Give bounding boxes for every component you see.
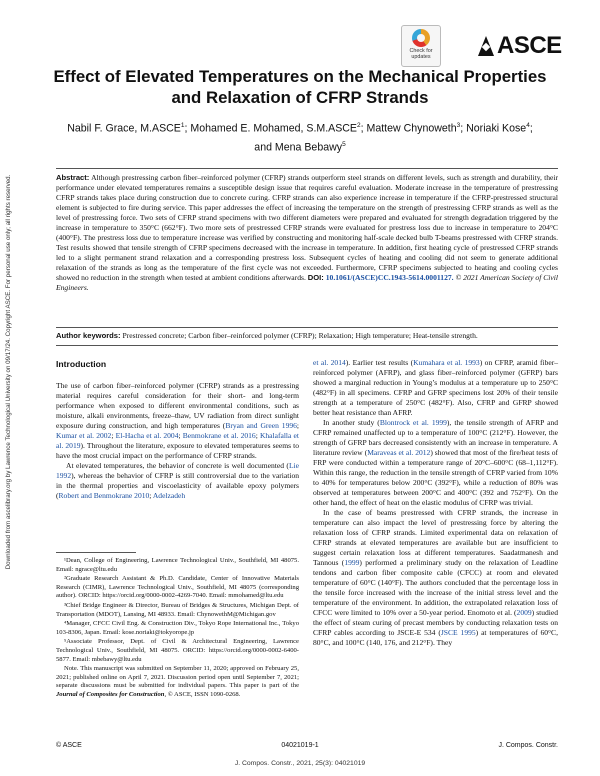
asce-triangle-icon [478,36,494,56]
citation-link[interactable]: Kumar et al. 2002 [56,431,112,440]
footnote-1: ¹Dean, College of Engineering, Lawrence Technological Univ., Southfield, MI 48075. Email: ngrace@ltu.edu [56,557,299,573]
footnotes [56,557,299,701]
citation-link[interactable]: Blontrock et al. 1999 [379,418,447,427]
author-name: Mohamed E. Mohamed, S.M.ASCE [190,122,357,135]
doi-label: DOI: [307,273,324,282]
citation-link[interactable]: Khalafalla et al. 2019 [56,431,299,450]
citation-link[interactable]: Lie 1992 [56,461,299,480]
abstract [56,173,558,293]
footer-copyright: © ASCE [56,742,82,749]
author-affiliation-mark: 5 [342,140,346,148]
paragraph-text: ; [178,431,183,440]
intro-paragraph-4 [313,418,558,508]
note-pre: Note. This manuscript was submitted on September 11, 2020; approved on February 25, 2021; published online on April 7, 2021. Discussion period open until September 7, 2021; separate discussions must be submitted for individual papers. This paper is part of the [56,665,299,690]
footer-citation: J. Compos. Constr., 2021, 25(3): 04021019 [234,760,366,767]
paragraph-text: ) performed a preliminary study on the relaxation of Leadline tendons and carbon fiber composite cable (CFCC) at room and elevated temperature of 60°C (140°F). The authors concluded that the percentage loss in the tensile force increased with the increase of the initial stress level and the temperature of the environment. In addition, the extrapolated relaxation loss of CFCC were limited to 10% over a 50-year period. Enomoto et al. ( [313,558,558,617]
keywords-bottom-rule [56,345,558,346]
author-separator: ; [529,122,533,135]
paper-title: Effect of Elevated Temperatures on the Mechanical Properties and Relaxation of CFRP Strands [53,67,547,107]
abstract-label: Abstract: [56,173,90,182]
citation-link[interactable]: Bryan and Green 1996 [225,421,297,430]
journal-name: Journal of Composites for Construction [56,690,165,698]
citation-link[interactable]: Maraveas et al. 2012 [367,448,431,457]
left-column [56,381,299,501]
author-separator: ; [184,122,191,135]
paragraph-text: ) on CFRP, aramid fiber–reinforced polymer (AFRP), and glass fiber–reinforced polymer (GFRP) bars showed a marginal reduction in Young’s modulus at a temperature up to 250°C (482°F) in all specimens. CFRP and GFRP specimens lost 20% of their tensile strength at a temperature of 250°C (482°F). Also, CFRP and GFRP showed better heat resistance than AFRP. [313,358,558,417]
paragraph-text: ) at temperatures of 60°C, 80°C, and 100°C (140, 176, and 212°F). They [313,628,558,647]
paragraph-text: ), the tensile strength of AFRP and CFRP remained unaffected up to a temperature of 100°C (212°F). However, the strength of GFRP bars decreased consistently with an increase in temperature. A literature review ( [313,418,558,457]
intro-paragraph-1 [56,381,299,461]
author-name: Noriaki Kose [466,122,527,135]
author-separator: ; [360,122,367,135]
paragraph-text: The use of carbon fiber–reinforced polymer (CFRP) strands as a prestressing material requires careful consideration for their short- and long-term performance when exposed to different environmental conditions, such as moisture, alkali environments, freeze–thaw, UV radiation from direct sunlight exposure during construction, and high temperatures ( [56,381,299,430]
author-name: Mattew Chynoweth [366,122,457,135]
paragraph-text: ; [149,491,153,500]
paragraph-text: At elevated temperatures, the behavior of concrete is well documented ( [66,461,289,470]
citation-link[interactable]: Adelzadeh [152,491,186,500]
citation-link[interactable]: Kumahara et al. 1993 [413,358,480,367]
author-affiliation-mark: 4 [526,122,530,129]
paragraph-text: ; [296,421,299,430]
citation-link[interactable]: Benmokrane et al. 2016 [182,431,256,440]
abstract-text: Although prestressing carbon fiber–reinforced polymer (CFRP) strands outperform steel strands on different levels, such as strength and durability, their performance under elevated temperatures remains a susceptible design issue that requires careful evaluation. Moderate increase in the temperature of prestressing CFRP strands takes place during construction due to concrete curing. CFRP strands can also experience increase in temperature if the CFRP-prestressed structural element is subjected to fire during service. This paper addresses the effect of increasing the temperature on the strength of prestressing CFRP strands as well as the level of prestressing force. Two sets of CFRP strand specimens with two different diameters were prepared and evaluated for strength degradation triggered by the increase in temperature to 350°C (662°F). Two more sets of prestressed CFRP strands were evaluated for prestress loss due to increase in temperature to 204°C (400°F). The prestress loss due to temperature increase was verified by constructing and monitoring half-scale decked bulb T-beams prestressed with CFRP strands. Test results showed that tensile strength of CFRP specimens decreased with the increase in temperature. In addition, first heating cycle of prestressed CFRP strands led to a slight permanent strand relaxation and a corresponding prestress loss. Subsequent cycles of heating and cooling did not seem to generate additional relaxation of the strands as long as the temperature of the first cycle was not exceeded. Furthermore, CFRP specimens subjected to heating and cooling cycles showed no reduction in the strength when tested at ambient conditions afterwards. [56,173,558,282]
badge-line1: Check for [409,48,433,54]
intro-paragraph-5 [313,508,558,648]
paragraph-text: In the case of beams prestressed with CFRP strands, the increase in temperature can also impact the level of prestressing force by altering the relaxation loss of CFRP strands. Limited experimental data on relaxation of CFRP strands at elevated temperatures are available but are insufficient to suggest certain relaxation loss at different temperatures. Saadatmanesh and Tannous ( [313,508,558,567]
paragraph-text: ) studied the effect of steam curing of precast members by conducting relaxation tests on CFRP cables according to JSCE-E 534 ( [313,608,559,637]
footnote-5: ⁵Associate Professor, Dept. of Civil & Architectural Engineering, Lawrence Technological Univ., Southfield, MI 48075. ORCID: https://orcid.org/0000-0002-6400-5877. Email: mbebawy@ltu.edu [56,638,299,663]
note-post: , © ASCE, ISSN 1090-0268. [164,690,241,698]
paragraph-text: ; [255,431,260,440]
section-heading-introduction: Introduction [56,359,107,369]
citation-link[interactable]: et al. 2014 [313,358,346,367]
citation-link[interactable]: 2009 [516,608,532,617]
intro-paragraph-2 [56,461,299,501]
citation-link[interactable]: JSCE 1995 [440,628,476,637]
paragraph-text: ). Throughout the literature, exposure to elevated temperatures seems to have the most crucial impact on the performance of CFRP strands. [56,441,299,460]
author-affiliation-mark: 1 [180,122,185,129]
paragraph-text: ) showed that most of the fire/heat tests of FRP were conducted within a temperature range of 20°C–600°C (68–1,112°F). Within this range, the reduction in the tensile strength of CFRP varied from 10% to 40% for temperatures below 200°C (392°F), while a reduction of 80% was observed at temperatures between 200°C and 400°C (392 and 752°F). On the other hand, the effect of heat on the elastic modulus of CFRP was trivial. [313,448,558,507]
copyright-line: © 2021 American Society of Civil Engineers. [56,273,559,292]
footnote-2: ²Graduate Research Assistant & Ph.D. Candidate, Center of Innovative Materials Research (CIMR), Lawrence Technological Univ., Southfield, MI 48075 (corresponding author). ORCID: https://orcid.org/0000-0002-4269-7040. Email: mmohamed@ltu.edu [56,575,299,600]
author-list [60,118,540,155]
paragraph-text: ). Earlier test results ( [345,358,414,367]
intro-paragraph-3 [313,358,558,418]
asce-wordmark: ASCE [497,32,562,59]
abstract-top-rule [56,168,558,169]
paragraph-text: ; [111,431,116,440]
keywords-top-rule [56,327,558,328]
footer-journal: J. Compos. Constr. [498,742,558,749]
manuscript-note [56,665,299,699]
footer-page-id: 04021019-1 [281,742,319,749]
citation-link[interactable]: El-Hacha et al. 2004 [115,431,179,440]
author-keywords [56,331,558,341]
asce-logo [478,32,562,60]
right-column [313,358,558,648]
doi-link[interactable]: 10.1061/(ASCE)CC.1943-5614.0001127. [325,273,454,282]
footnote-3: ³Chief Bridge Engineer & Director, Bureau of Bridges & Structures, Michigan Dept. of Transportation (MDOT), Lansing, MI 48933. Email: ChynowethM@Michigan.gov [56,601,299,618]
updates-icon [412,29,430,47]
paragraph-text: ), whereas the behavior of CFRP is still controversial due to the variation in the thermal properties and viscoelasticity of available epoxy polymers ( [56,471,299,500]
keywords-label: Author keywords: [56,331,121,340]
footnote-4: ⁴Manager, CFCC Civil Eng. & Construction Div., Tokyo Rope International Inc., Tokyo 103-8306, Japan. Email: kose.noriaki@tokyorope.jp [56,620,299,636]
author-name: and Mena Bebawy [254,141,343,154]
author-separator: ; [460,122,467,135]
download-watermark: Downloaded from ascelibrary.org by Lawrence Technological University on 09/17/24. Copyright ASCE. For personal use only; all rights reserved. [5,174,12,570]
citation-link[interactable]: Robert and Benmokrane 2010 [58,491,150,500]
author-affiliation-mark: 3 [456,122,461,129]
author-affiliation-mark: 2 [357,122,361,129]
paragraph-text: In another study ( [323,418,380,427]
author-name: Nabil F. Grace, M.ASCE [67,122,181,135]
keywords-text: Prestressed concrete; Carbon fiber–reinforced polymer (CFRP); Relaxation; High temperature; Heat-tensile strength. [122,331,478,340]
citation-link[interactable]: 1999 [344,558,360,567]
badge-line2: updates [411,54,431,60]
footnote-rule [56,552,136,553]
check-for-updates-badge[interactable] [401,25,441,67]
